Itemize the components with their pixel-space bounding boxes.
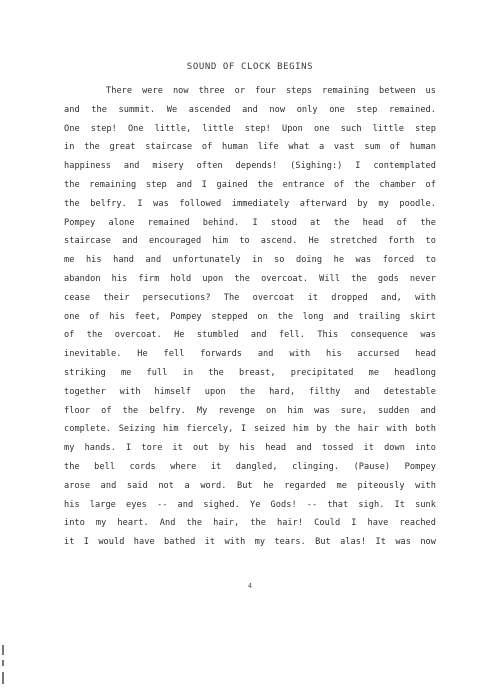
text-line: striking me full in the breast, precipitated me headlong xyxy=(64,367,436,378)
text-line: in the great staircase of human life what a vast sum of human xyxy=(64,142,436,153)
page-number: 4 xyxy=(247,582,253,590)
text-line: the bell cords where it dangled, clinging. (Pause) Pompey xyxy=(64,461,436,472)
text-line: arose and said not a word. But he regarded me piteously with xyxy=(64,480,436,491)
text-line: his large eyes -- and sighed. Ye Gods! -- that sigh. It sunk xyxy=(64,499,436,510)
text-line: staircase and encouraged him to ascend. He stretched forth to xyxy=(64,236,436,247)
text-line: together with himself upon the hard, filthy and detestable xyxy=(64,386,436,397)
binding-mark xyxy=(2,645,4,655)
text-line: of the overcoat. He stumbled and fell. This consequence was xyxy=(64,330,436,341)
binding-mark xyxy=(2,672,4,684)
text-line: and the summit. We ascended and now only one step remained. xyxy=(64,104,436,115)
text-line: happiness and misery often depends! (Sighing:) I contemplated xyxy=(64,161,436,172)
text-line: into my heart. And the hair, the hair! Could I have reached xyxy=(64,518,436,529)
text-line: my hands. I tore it out by his head and tossed it down into xyxy=(64,443,436,454)
text-line: abandon his firm hold upon the overcoat. Will the gods never xyxy=(64,273,436,284)
text-line: Pompey alone remained behind. I stood at the head of the xyxy=(64,217,436,228)
text-line: the belfry. I was followed immediately afterward by my poodle. xyxy=(64,198,436,209)
binding-mark xyxy=(2,660,4,666)
text-line: me his hand and unfortunately in so doing he was forced to xyxy=(64,255,436,266)
text-line: it I would have bathed it with my tears. But alas! It was now xyxy=(64,537,436,548)
text-line: the remaining step and I gained the entrance of the chamber of xyxy=(64,179,436,190)
page-title: SOUND OF CLOCK BEGINS xyxy=(186,62,314,72)
text-line: one of his feet, Pompey stepped on the long and trailing skirt xyxy=(64,311,436,322)
text-line: One step! One little, little step! Upon one such little step xyxy=(64,123,436,134)
text-line: complete. Seizing him fiercely, I seized him by the hair with both xyxy=(64,424,436,435)
text-line: inevitable. He fell forwards and with his accursed head xyxy=(64,349,436,360)
body-text xyxy=(64,82,436,552)
text-line: floor of the belfry. My revenge on him was sure, sudden and xyxy=(64,405,436,416)
text-line: There were now three or four steps remaining between us xyxy=(106,86,436,96)
text-line: cease their persecutions? The overcoat it dropped and, with xyxy=(64,292,436,303)
